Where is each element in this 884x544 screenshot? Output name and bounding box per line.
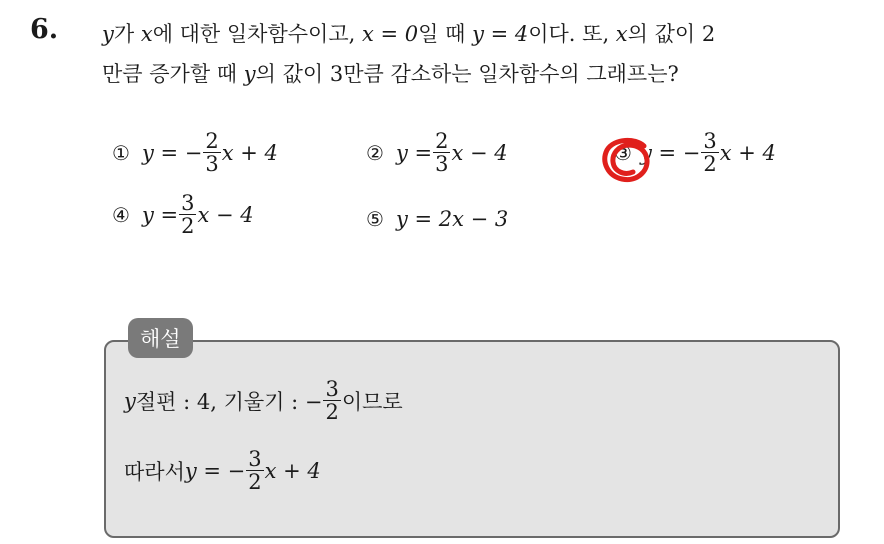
choice-rest: x − 4 xyxy=(451,140,508,165)
text: 의 값이 3만큼 감소하는 일차함수의 그래프는? xyxy=(255,62,679,86)
equation-lhs: y = − xyxy=(184,458,246,483)
fraction xyxy=(701,130,718,175)
choice-rest: x + 4 xyxy=(719,140,776,165)
choice-2[interactable] xyxy=(366,130,508,175)
choice-1[interactable] xyxy=(112,130,278,175)
numerator: 3 xyxy=(181,191,195,215)
text: 만큼 증가할 때 xyxy=(102,62,244,86)
choice-lhs: y = xyxy=(395,140,433,165)
solution-box xyxy=(104,340,840,538)
fraction xyxy=(433,130,450,175)
var-y: y xyxy=(102,22,114,46)
var-y: y xyxy=(243,62,256,86)
fraction xyxy=(179,192,196,237)
var-x: x xyxy=(615,22,628,46)
denominator: 2 xyxy=(181,214,195,239)
choice-number: ③ xyxy=(614,140,632,165)
solution-line-1 xyxy=(124,378,403,423)
choice-lhs: y = − xyxy=(141,140,203,165)
choice-number: ① xyxy=(112,140,130,165)
text: 에 대한 일차함수이고, xyxy=(152,22,362,46)
fraction xyxy=(246,448,263,493)
choice-number: ⑤ xyxy=(366,207,384,231)
answer-circle-mark-icon xyxy=(600,136,656,186)
choice-lhs: y = xyxy=(141,202,179,227)
numerator: 3 xyxy=(703,129,717,153)
numerator: 3 xyxy=(248,447,262,471)
text: 절편 : 4, 기울기 : − xyxy=(135,389,323,414)
denominator: 2 xyxy=(703,152,717,177)
text: 이므로 xyxy=(341,389,403,414)
denominator: 2 xyxy=(325,400,339,425)
equation: y = 4 xyxy=(472,22,529,46)
var-y: y xyxy=(124,388,136,413)
choice-5[interactable] xyxy=(366,207,508,231)
fraction xyxy=(323,378,340,423)
solution-line-2 xyxy=(124,448,321,493)
choice-4[interactable] xyxy=(112,192,254,237)
choice-rest: x − 4 xyxy=(197,202,254,227)
choice-number: ④ xyxy=(112,202,130,227)
choice-rest: x + 4 xyxy=(221,140,278,165)
text: 이다. 또, xyxy=(528,22,616,46)
equation-rest: x + 4 xyxy=(264,458,321,483)
choice-lhs: y = − xyxy=(639,140,701,165)
denominator: 2 xyxy=(248,470,262,495)
text: 일 때 xyxy=(418,22,473,46)
numerator: 2 xyxy=(205,129,219,153)
equation: x = 0 xyxy=(361,22,419,46)
numerator: 3 xyxy=(325,377,339,401)
text: 따라서 xyxy=(124,459,185,484)
denominator: 3 xyxy=(205,152,219,177)
text: 가 xyxy=(113,22,141,46)
question-number: 6. xyxy=(30,14,59,45)
fraction xyxy=(203,130,220,175)
denominator: 3 xyxy=(435,152,449,177)
solution-tag: 해설 xyxy=(128,318,193,358)
question-line-1 xyxy=(102,18,715,48)
var-x: x xyxy=(140,22,153,46)
text: 의 값이 2 xyxy=(627,22,716,46)
question-line-2 xyxy=(102,58,679,88)
numerator: 2 xyxy=(435,129,449,153)
choice-number: ② xyxy=(366,140,384,165)
choice-text: y = 2x − 3 xyxy=(395,207,509,231)
